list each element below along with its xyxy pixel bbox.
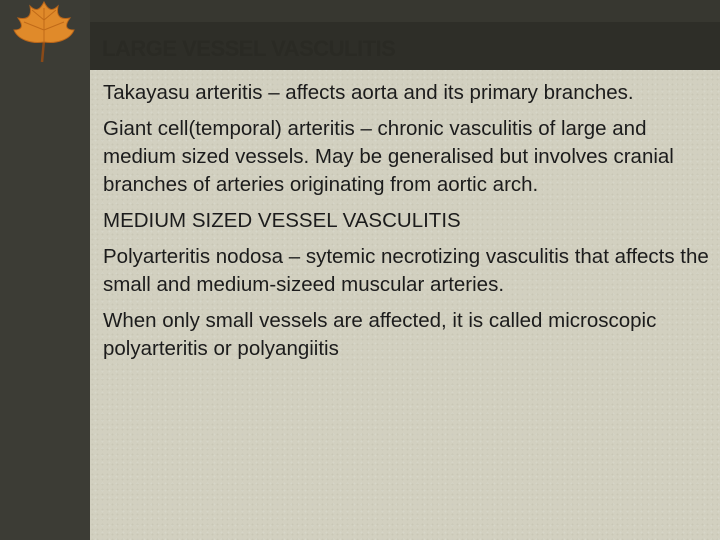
slide-title: LARGE VESSEL VASCULITIS (102, 36, 396, 61)
description: When only small vessels are affected, it is called microscopic polyarteritis or polyangiitis (103, 309, 657, 360)
left-border (0, 0, 90, 540)
slide-content (103, 79, 715, 371)
autumn-leaf-icon (4, 0, 88, 64)
description: – chronic vasculitis of large and medium sized vessels. May be generalised but involves cranial branches of arteries originating from aortic arch. (103, 117, 674, 196)
term: Giant cell(temporal) arteritis (103, 117, 355, 140)
term: Takayasu arteritis (103, 81, 263, 104)
paragraph-takayasu (103, 79, 715, 107)
paragraph-polyarteritis (103, 243, 715, 299)
description: – sytemic necrotizing vasculitis that affects the small and medium-sizeed muscular arteries. (103, 245, 709, 296)
paragraph-giant-cell (103, 115, 715, 199)
paragraph-small-vessels (103, 307, 715, 363)
term: Polyarteritis nodosa (103, 245, 284, 268)
description: – affects aorta and its primary branches. (262, 81, 634, 104)
top-border (0, 0, 720, 22)
paragraph-medium-heading (103, 207, 715, 235)
term: MEDIUM SIZED VESSEL VASCULITIS (103, 209, 461, 232)
